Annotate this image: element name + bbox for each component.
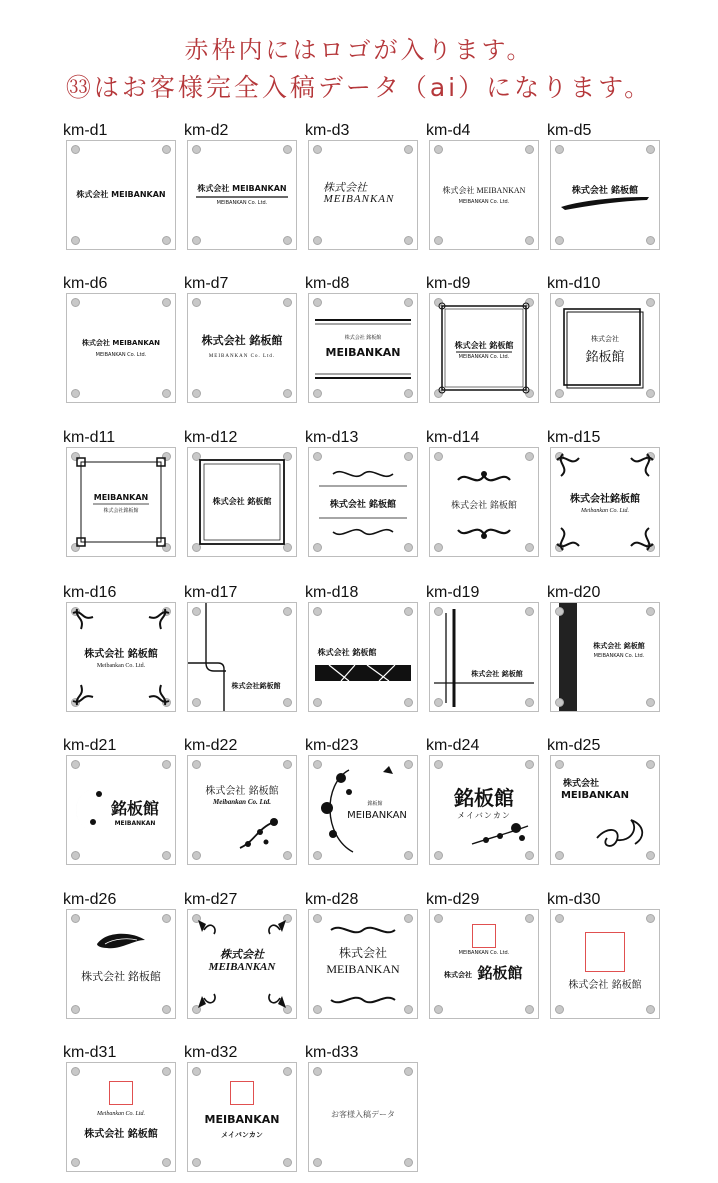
design-code: km-d32 [184,1044,238,1061]
corner-frame-icon [67,448,175,556]
plate-text: 銘板館 [477,964,523,982]
design-card-km-d30[interactable] [547,891,660,1021]
design-card-km-d17[interactable] [184,584,297,714]
design-card-km-d21[interactable] [63,737,176,867]
plate-text: 株式会社 銘板館 [454,341,514,350]
plate[interactable] [429,909,539,1019]
plate-text: MEIBANKAN [325,346,401,359]
plate-text: 株式会社 [444,971,472,979]
bolt-icon [434,236,443,245]
plate[interactable] [187,909,297,1019]
plate-text: 株式会社 銘板館 [329,500,397,510]
bolt-icon [162,1067,171,1076]
plate-text: 株式会社 銘板館 [568,980,642,991]
design-code: km-d26 [63,891,117,908]
design-code: km-d25 [547,737,601,754]
design-code: km-d16 [63,584,117,601]
plate-text: 株式会社銘板館 [231,682,281,690]
bolt-icon [555,914,564,923]
plate-text: MEIBANKAN [347,810,407,821]
bolt-icon [192,1067,201,1076]
plate-text: MEIBANKAN [208,961,276,973]
brush-stroke-icon [551,141,659,249]
design-card-km-d23[interactable] [305,737,418,867]
plate-text: 株式会社銘板館 [570,494,640,505]
plate-text: MEIBANKAN Co. Ltd. [95,352,147,358]
bolt-icon [404,145,413,154]
plate[interactable] [429,140,539,250]
bolt-icon [434,145,443,154]
plate-text: 株式会社 銘板館 [201,334,283,347]
design-card-km-d31[interactable] [63,1044,176,1174]
design-card-km-d13[interactable] [305,429,418,559]
design-code: km-d27 [184,891,238,908]
plate[interactable] [550,447,660,557]
bolt-icon [162,389,171,398]
plate-text: 株式会社 MEIBANKAN [197,184,287,193]
plate-text: 株式会社 銘板館 [205,786,279,797]
bolt-icon [646,607,655,616]
bolt-icon [555,698,564,707]
design-card-km-d14[interactable] [426,429,539,559]
band-graphic-icon [309,603,417,711]
design-card-km-d9[interactable] [426,275,539,405]
bolt-icon [71,298,80,307]
plate-text: 株式会社 銘板館 [593,642,645,650]
bolt-icon [404,1158,413,1167]
design-card-km-d27[interactable] [184,891,297,1021]
bolt-icon [71,145,80,154]
plate[interactable] [66,755,176,865]
plate-text: 銘板館 [367,801,383,807]
plate-text: 銘板館 [585,350,625,365]
design-code: km-d15 [547,429,601,446]
dark-band [559,603,577,711]
plate-text: MEIBANKAN [560,790,630,801]
plate-text: MEIBANKAN [93,493,149,502]
plate-text: MEIBANKAN Co. Ltd. [593,653,645,659]
design-code: km-d8 [305,275,350,292]
plate-text: 株式会社 銘板館 [81,971,161,983]
plate[interactable] [187,1062,297,1172]
plate-text: メイバンカン [457,811,511,820]
plate[interactable] [66,909,176,1019]
plate-text: お客様入稿データ [331,1110,395,1119]
design-code: km-d21 [63,737,117,754]
swirl-ornament-icon [551,756,659,864]
floral-vine-icon [188,756,296,864]
bolt-icon [71,236,80,245]
design-code: km-d14 [426,429,480,446]
bolt-icon [162,1158,171,1167]
header-line-1: 赤枠内にはロゴが入ります。 [184,36,534,64]
plate[interactable] [550,293,660,403]
design-code: km-d24 [426,737,480,754]
design-code: km-d4 [426,122,471,139]
design-card-km-d24[interactable] [426,737,539,867]
bolt-icon [404,236,413,245]
design-card-km-d1[interactable] [63,122,176,252]
plate[interactable] [66,1062,176,1172]
design-code: km-d11 [63,429,116,446]
plate[interactable] [550,755,660,865]
bolt-icon [313,236,322,245]
plate-text: メイバンカン [221,1131,263,1139]
bolt-icon [555,1005,564,1014]
design-card-km-d4[interactable] [426,122,539,252]
design-card-km-d26[interactable] [63,891,176,1021]
plate-text: MEIBANKAN Co. Ltd. [458,950,510,956]
plate-text: 株式会社 銘板館 [344,335,382,341]
plate-text: 株式会社 銘板館 [317,648,377,657]
plate-text: 株式会社 [220,949,264,961]
plate[interactable] [308,909,418,1019]
bolt-icon [71,1067,80,1076]
bolt-icon [404,1067,413,1076]
bolt-icon [313,145,322,154]
plate-text: Meibankan Co. Ltd. [97,1111,145,1117]
design-card-km-d8[interactable] [305,275,418,405]
plate-text: 株式会社 MEIBANKAN [76,190,166,199]
plate-text: 銘板館 [110,799,159,818]
plate-text: 株式会社 MEIBANKAN [81,339,161,347]
bolt-icon [525,145,534,154]
plate-text: Meibankan Co. Ltd. [96,663,146,669]
plate[interactable] [308,447,418,557]
logo-frame [472,924,496,948]
plate-text: 株式会社銘板館 [103,508,139,514]
plate[interactable] [429,602,539,712]
plate[interactable] [550,140,660,250]
design-card-km-d29[interactable] [426,891,539,1021]
design-card-km-d25[interactable] [547,737,660,867]
design-code: km-d19 [426,584,480,601]
plate[interactable] [308,602,418,712]
plate[interactable] [187,140,297,250]
plate[interactable] [550,909,660,1019]
plate-text: 株式会社 銘板館 [471,670,523,678]
design-code: km-d13 [305,429,359,446]
design-card-km-d32[interactable] [184,1044,297,1174]
design-card-km-d20[interactable] [547,584,660,714]
design-card-km-d10[interactable] [547,275,660,405]
design-card-km-d33[interactable] [305,1044,418,1174]
plate[interactable] [429,293,539,403]
logo-frame [109,1081,133,1105]
plate-text: MEIBANKAN Co. Ltd. [458,199,510,205]
plate-text: 株式会社 [591,335,619,343]
plate-text: MEIBANKAN Co. Ltd. [208,354,276,359]
design-code: km-d29 [426,891,480,908]
design-card-km-d12[interactable] [184,429,297,559]
bolt-icon [525,1005,534,1014]
feather-swirl-icon [67,910,175,1018]
line-graphic-icon [430,603,538,711]
bolt-icon [646,698,655,707]
bolt-icon [192,1158,201,1167]
bolt-icon [71,1158,80,1167]
plate-text: Meibankan Co. Ltd. [213,798,271,806]
plate-text: 株式会社 [323,182,367,194]
bolt-icon [283,1158,292,1167]
plate-text: 株式会社 MEIBANKAN [442,186,526,195]
design-card-km-d19[interactable] [426,584,539,714]
design-code: km-d7 [184,275,229,292]
plate-text: 株式会社 [562,779,599,789]
bolt-icon [162,298,171,307]
plate[interactable] [66,447,176,557]
design-code: km-d1 [63,122,108,139]
design-code: km-d22 [184,737,238,754]
bolt-icon [283,1067,292,1076]
design-card-km-d2[interactable] [184,122,297,252]
plate-text: MEIBANKAN [114,820,156,827]
bolt-icon [646,914,655,923]
bolt-icon [162,145,171,154]
design-code: km-d2 [184,122,229,139]
bolt-icon [283,389,292,398]
bolt-icon [434,1005,443,1014]
design-code: km-d3 [305,122,350,139]
logo-frame [230,1081,254,1105]
plate-text: 株式会社 [338,946,387,960]
plate-text: 株式会社 銘板館 [84,649,158,660]
plate-text: 銘板館 [454,786,514,810]
plate[interactable] [187,755,297,865]
plate-text: Meibankan Co. Ltd. [581,508,629,514]
design-card-km-d7[interactable] [184,275,297,405]
bolt-icon [313,1158,322,1167]
bolt-icon [646,1005,655,1014]
design-code: km-d18 [305,584,359,601]
plate[interactable] [187,293,297,403]
logo-frame [585,932,625,972]
design-card-km-d11[interactable] [63,429,176,559]
plate-text: MEIBANKAN [323,193,395,205]
plate[interactable] [66,140,176,250]
plate[interactable] [308,140,418,250]
design-card-km-d16[interactable] [63,584,176,714]
design-code: km-d33 [305,1044,359,1061]
design-code: km-d9 [426,275,471,292]
design-card-km-d3[interactable] [305,122,418,252]
design-code: km-d17 [184,584,238,601]
plate[interactable] [308,293,418,403]
design-code: km-d28 [305,891,359,908]
plate[interactable] [429,447,539,557]
plate[interactable] [429,755,539,865]
design-code: km-d20 [547,584,601,601]
design-code: km-d23 [305,737,359,754]
bolt-icon [192,298,201,307]
design-code: km-d6 [63,275,108,292]
design-code: km-d12 [184,429,238,446]
design-card-km-d15[interactable] [547,429,660,559]
plate-text: MEIBANKAN Co. Ltd. [458,354,510,360]
design-code: km-d30 [547,891,601,908]
design-code: km-d31 [63,1044,117,1061]
plate[interactable] [550,602,660,712]
design-code: km-d5 [547,122,592,139]
bolt-icon [525,914,534,923]
plate-text: 株式会社 銘板館 [571,186,639,196]
line-graphic-icon [188,603,296,711]
bolt-icon [555,607,564,616]
rule-line-icon [188,141,296,249]
bolt-icon [192,389,201,398]
plate[interactable] [66,602,176,712]
design-card-km-d22[interactable] [184,737,297,867]
bolt-icon [434,914,443,923]
plate[interactable] [187,602,297,712]
design-card-km-d6[interactable] [63,275,176,405]
plate-text: MEIBANKAN Co. Ltd. [216,200,268,206]
plate-text: 株式会社 銘板館 [212,497,272,506]
plate-text: MEIBANKAN [326,962,400,976]
plate[interactable] [187,447,297,557]
bolt-icon [313,1067,322,1076]
design-card-km-d18[interactable] [305,584,418,714]
design-card-km-d5[interactable] [547,122,660,252]
plate[interactable] [308,755,418,865]
plate[interactable] [308,1062,418,1172]
bolt-icon [283,298,292,307]
floral-branch-icon [430,756,538,864]
plate-text: 株式会社 銘板館 [84,1129,158,1140]
bolt-icon [162,236,171,245]
header-line-2: ㉝はお客様完全入稿データ（ai）になります。 [65,73,653,102]
plate-text: 株式会社 銘板館 [451,501,517,511]
design-card-km-d28[interactable] [305,891,418,1021]
plate-text: MEIBANKAN [204,1113,280,1126]
bolt-icon [71,389,80,398]
design-code: km-d10 [547,275,601,292]
bolt-icon [525,236,534,245]
plate[interactable] [66,293,176,403]
